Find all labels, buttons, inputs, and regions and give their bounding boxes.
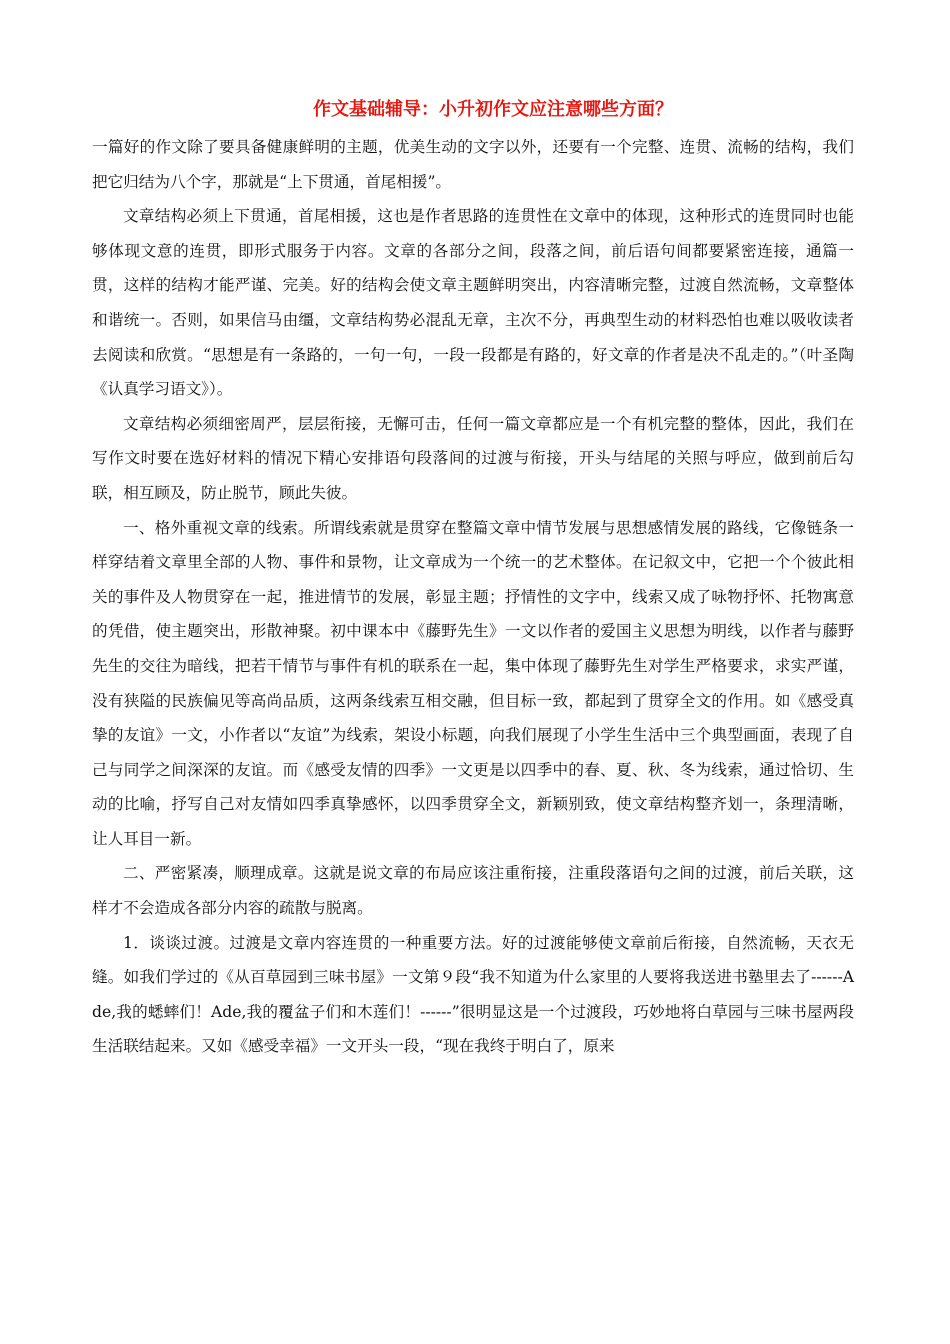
paragraph-structure-rigor: 文章结构必须细密周严，层层衔接，无懈可击，任何一篇文章都应是一个有机完整的整体，因此，我们在写作文时要在选好材料的情况下精心安排语句段落间的过渡与衔接，开头与结尾的关照与呼应，做到前后勾联，相互顾及，防止脱节，顾此失彼。 bbox=[92, 414, 854, 502]
paragraph-transition: 1．谈谈过渡。过渡是文章内容连贯的一种重要方法。好的过渡能够使文章前后衔接，自然流畅，天衣无缝。如我们学过的《从百草园到三味书屋》一文第９段“我不知道为什么家里的人要将我送进书塾里去了------Ade,我的蟋蟀们！Ade,我的覆盆子们和木莲们！------”很明显这是一个过渡段，巧妙地将白草园与三味书屋两段生活联结起来。又如《感受幸福》一文开头一段，“现在我终于明白了，原来 bbox=[92, 933, 854, 1056]
paragraph-structure-coherence: 文章结构必须上下贯通，首尾相援，这也是作者思路的连贯性在文章中的体现，这种形式的连贯同时也能够体现文意的连贯，即形式服务于内容。文章的各部分之间，段落之间，前后语句间都要紧密连接，通篇一贯，这样的结构才能严谨、完美。好的结构会使文章主题鲜明突出，内容清晰完整，过渡自然流畅，文章整体和谐统一。否则，如果信马由缰，文章结构势必混乱无章，主次不分，再典型生动的材料恐怕也难以吸收读者去阅读和欣赏。“思想是有一条路的，一句一句，一段一段都是有路的，好文章的作者是决不乱走的。”（叶圣陶《认真学习语文》）。 bbox=[92, 207, 854, 399]
paragraph-section-compact: 二、严密紧凑，顺理成章。这就是说文章的布局应该注重衔接，注重段落语句之间的过渡，前后关联，这样才不会造成各部分内容的疏散与脱离。 bbox=[92, 864, 854, 918]
document-title: 作文基础辅导：小升初作文应注意哪些方面？ bbox=[313, 99, 673, 120]
document-body bbox=[92, 96, 854, 1064]
paragraph-intro: 一篇好的作文除了要具备健康鲜明的主题，优美生动的文字以外，还要有一个完整、连贯、流畅的结构，我们把它归结为八个字，那就是“上下贯通，首尾相援”。 bbox=[92, 138, 854, 191]
paragraph-section-clues: 一、格外重视文章的线索。所谓线索就是贯穿在整篇文章中情节发展与思想感情发展的路线，它像链条一样穿结着文章里全部的人物、事件和景物，让文章成为一个统一的艺术整体。在记叙文中，它把一个个彼此相关的事件及人物贯穿在一起，推进情节的发展，彰显主题；抒情性的文字中，线索又成了咏物抒怀、托物寓意的凭借，使主题突出，形散神聚。初中课本中《藤野先生》一文以作者的爱国主义思想为明线，以作者与藤野先生的交往为暗线，把若干情节与事件有机的联系在一起，集中体现了藤野先生对学生严格要求，求实严谨，没有狭隘的民族偏见等高尚品质，这两条线索互相交融，但目标一致，都起到了贯穿全文的作用。如《感受真挚的友谊》一文，小作者以“友谊”为线索，架设小标题，向我们展现了小学生生活中三个典型画面，表现了自己与同学之间深深的友谊。而《感受友情的四季》一文更是以四季中的春、夏、秋、冬为线索，通过恰切、生动的比喻，抒写自己对友情如四季真挚感怀，以四季贯穿全文，新颖别致，使文章结构整齐划一，条理清晰，让人耳目一新。 bbox=[92, 518, 854, 848]
